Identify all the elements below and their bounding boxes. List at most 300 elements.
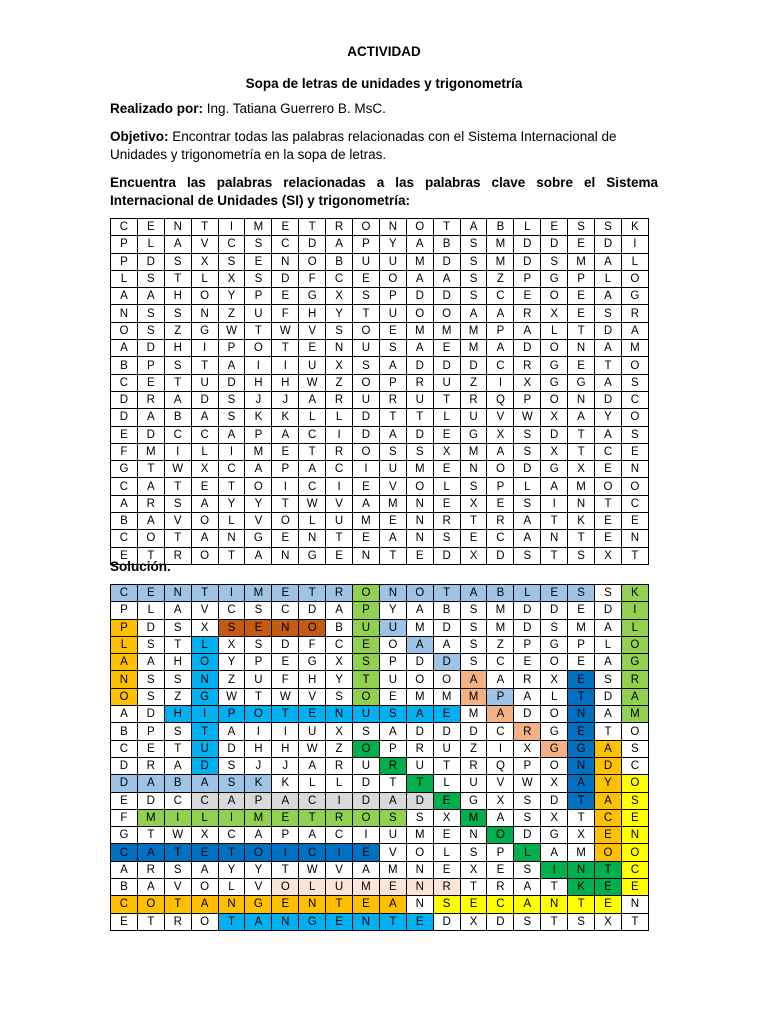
- grid-cell: B: [164, 775, 191, 792]
- grid-cell: A: [487, 809, 514, 826]
- grid-cell: G: [245, 896, 272, 913]
- grid-cell: I: [218, 443, 245, 460]
- grid-cell: M: [568, 478, 595, 495]
- grid-cell: A: [164, 602, 191, 619]
- grid-cell: I: [326, 426, 353, 443]
- grid-cell: D: [541, 426, 568, 443]
- grid-cell: A: [406, 636, 433, 653]
- grid-cell: S: [218, 757, 245, 774]
- grid-cell: D: [514, 827, 541, 844]
- grid-cell: A: [460, 671, 487, 688]
- grid-cell: M: [406, 688, 433, 705]
- grid-cell: O: [299, 253, 326, 270]
- grid-cell: V: [245, 879, 272, 896]
- grid-cell: U: [406, 757, 433, 774]
- grid-cell: O: [353, 809, 380, 826]
- grid-cell: K: [245, 409, 272, 426]
- grid-cell: E: [406, 913, 433, 930]
- grid-cell: E: [433, 706, 460, 723]
- grid-row: [111, 757, 649, 774]
- grid-cell: N: [299, 896, 326, 913]
- grid-cell: A: [245, 913, 272, 930]
- grid-cell: T: [406, 775, 433, 792]
- grid-cell: T: [595, 723, 622, 740]
- grid-cell: A: [111, 861, 138, 878]
- grid-cell: F: [111, 443, 138, 460]
- grid-cell: D: [595, 236, 622, 253]
- grid-cell: A: [460, 585, 487, 602]
- grid-cell: T: [541, 879, 568, 896]
- grid-cell: G: [299, 547, 326, 564]
- grid-cell: U: [245, 671, 272, 688]
- grid-cell: W: [218, 688, 245, 705]
- grid-cell: A: [621, 322, 648, 339]
- grid-cell: T: [191, 219, 218, 236]
- grid-cell: S: [541, 253, 568, 270]
- grid-row: [111, 322, 649, 339]
- grid-cell: P: [487, 688, 514, 705]
- grid-cell: U: [433, 740, 460, 757]
- grid-cell: O: [245, 844, 272, 861]
- grid-cell: E: [245, 253, 272, 270]
- grid-cell: G: [541, 461, 568, 478]
- grid-cell: S: [541, 619, 568, 636]
- grid-row: [111, 391, 649, 408]
- grid-cell: O: [621, 270, 648, 287]
- grid-cell: A: [353, 861, 380, 878]
- grid-cell: A: [406, 270, 433, 287]
- grid-cell: O: [541, 654, 568, 671]
- grid-cell: W: [514, 775, 541, 792]
- grid-cell: T: [568, 426, 595, 443]
- grid-cell: C: [111, 585, 138, 602]
- grid-cell: C: [111, 478, 138, 495]
- grid-cell: E: [245, 619, 272, 636]
- grid-cell: A: [245, 547, 272, 564]
- grid-cell: O: [541, 706, 568, 723]
- grid-cell: C: [191, 426, 218, 443]
- grid-cell: S: [514, 913, 541, 930]
- grid-row: [111, 809, 649, 826]
- grid-row: [111, 478, 649, 495]
- grid-cell: O: [595, 478, 622, 495]
- grid-cell: I: [326, 792, 353, 809]
- grid-cell: M: [379, 861, 406, 878]
- grid-cell: S: [460, 288, 487, 305]
- grid-cell: A: [487, 443, 514, 460]
- grid-cell: N: [272, 253, 299, 270]
- grid-cell: T: [541, 547, 568, 564]
- grid-cell: S: [568, 547, 595, 564]
- grid-cell: N: [406, 879, 433, 896]
- grid-cell: E: [568, 357, 595, 374]
- grid-cell: E: [299, 706, 326, 723]
- grid-cell: O: [406, 671, 433, 688]
- grid-cell: A: [514, 896, 541, 913]
- grid-cell: S: [218, 253, 245, 270]
- grid-cell: X: [326, 654, 353, 671]
- grid-cell: Y: [379, 236, 406, 253]
- grid-cell: X: [595, 547, 622, 564]
- grid-cell: V: [164, 879, 191, 896]
- grid-cell: P: [111, 619, 138, 636]
- grid-cell: E: [137, 374, 164, 391]
- grid-cell: O: [595, 844, 622, 861]
- grid-cell: X: [568, 461, 595, 478]
- grid-cell: M: [460, 688, 487, 705]
- grid-cell: F: [272, 671, 299, 688]
- grid-cell: S: [164, 357, 191, 374]
- grid-cell: Y: [218, 654, 245, 671]
- grid-cell: S: [164, 305, 191, 322]
- grid-cell: A: [406, 706, 433, 723]
- grid-cell: E: [191, 478, 218, 495]
- grid-cell: S: [353, 654, 380, 671]
- grid-cell: N: [111, 671, 138, 688]
- grid-cell: N: [191, 305, 218, 322]
- grid-cell: E: [487, 495, 514, 512]
- grid-cell: D: [406, 723, 433, 740]
- grid-cell: E: [568, 723, 595, 740]
- grid-cell: C: [111, 740, 138, 757]
- grid-cell: T: [379, 547, 406, 564]
- grid-cell: A: [595, 706, 622, 723]
- grid-cell: B: [111, 879, 138, 896]
- author-label: Realizado por:: [110, 101, 204, 116]
- grid-cell: D: [595, 391, 622, 408]
- grid-cell: S: [164, 723, 191, 740]
- grid-cell: E: [433, 340, 460, 357]
- grid-cell: S: [460, 270, 487, 287]
- grid-cell: L: [514, 585, 541, 602]
- grid-cell: A: [541, 844, 568, 861]
- grid-cell: V: [379, 478, 406, 495]
- grid-row: [111, 879, 649, 896]
- grid-cell: B: [433, 602, 460, 619]
- grid-cell: W: [299, 495, 326, 512]
- grid-cell: Z: [487, 270, 514, 287]
- grid-cell: F: [299, 270, 326, 287]
- grid-row: [111, 585, 649, 602]
- grid-cell: T: [137, 827, 164, 844]
- grid-cell: C: [621, 861, 648, 878]
- grid-cell: K: [621, 219, 648, 236]
- grid-cell: P: [137, 723, 164, 740]
- grid-cell: O: [137, 530, 164, 547]
- grid-cell: I: [487, 374, 514, 391]
- grid-cell: S: [460, 636, 487, 653]
- grid-cell: C: [487, 530, 514, 547]
- grid-cell: X: [191, 461, 218, 478]
- grid-cell: R: [487, 879, 514, 896]
- grid-cell: U: [299, 723, 326, 740]
- grid-cell: N: [621, 896, 648, 913]
- grid-cell: S: [433, 530, 460, 547]
- grid-cell: G: [460, 792, 487, 809]
- grid-row: [111, 740, 649, 757]
- grid-cell: A: [137, 409, 164, 426]
- grid-cell: T: [541, 513, 568, 530]
- grid-cell: Y: [218, 495, 245, 512]
- grid-cell: E: [541, 219, 568, 236]
- grid-cell: T: [218, 844, 245, 861]
- grid-row: [111, 219, 649, 236]
- grid-cell: W: [514, 409, 541, 426]
- grid-cell: K: [272, 775, 299, 792]
- grid-row: [111, 896, 649, 913]
- grid-cell: A: [595, 740, 622, 757]
- page-subtitle: Sopa de letras de unidades y trigonometría: [245, 76, 523, 91]
- grid-cell: I: [541, 495, 568, 512]
- grid-cell: S: [621, 792, 648, 809]
- grid-cell: E: [272, 896, 299, 913]
- grid-cell: A: [514, 322, 541, 339]
- grid-cell: C: [487, 288, 514, 305]
- grid-cell: D: [406, 426, 433, 443]
- grid-cell: A: [137, 879, 164, 896]
- grid-cell: T: [164, 270, 191, 287]
- grid-cell: P: [379, 654, 406, 671]
- grid-cell: I: [272, 723, 299, 740]
- grid-cell: G: [541, 636, 568, 653]
- grid-cell: T: [621, 913, 648, 930]
- grid-cell: A: [487, 340, 514, 357]
- grid-cell: N: [541, 896, 568, 913]
- grid-cell: D: [595, 322, 622, 339]
- solution-grid: [110, 584, 649, 931]
- grid-row: [111, 461, 649, 478]
- grid-cell: S: [379, 443, 406, 460]
- grid-cell: P: [514, 636, 541, 653]
- grid-cell: M: [621, 340, 648, 357]
- grid-cell: S: [353, 357, 380, 374]
- grid-cell: O: [353, 322, 380, 339]
- grid-cell: N: [379, 585, 406, 602]
- grid-cell: E: [514, 654, 541, 671]
- grid-cell: T: [460, 513, 487, 530]
- grid-row: [111, 792, 649, 809]
- grid-cell: D: [433, 288, 460, 305]
- grid-cell: U: [379, 253, 406, 270]
- grid-cell: X: [433, 443, 460, 460]
- grid-cell: D: [191, 391, 218, 408]
- grid-cell: S: [460, 478, 487, 495]
- grid-cell: H: [245, 740, 272, 757]
- grid-cell: V: [487, 775, 514, 792]
- grid-cell: M: [568, 619, 595, 636]
- grid-cell: D: [487, 547, 514, 564]
- grid-cell: P: [379, 288, 406, 305]
- grid-cell: A: [595, 253, 622, 270]
- grid-cell: D: [218, 740, 245, 757]
- grid-cell: T: [137, 547, 164, 564]
- grid-cell: N: [621, 461, 648, 478]
- grid-row: [111, 253, 649, 270]
- grid-cell: O: [353, 740, 380, 757]
- grid-cell: T: [460, 879, 487, 896]
- grid-cell: X: [460, 861, 487, 878]
- objective-label: Objetivo:: [110, 129, 169, 144]
- grid-cell: T: [595, 495, 622, 512]
- grid-cell: S: [379, 340, 406, 357]
- grid-cell: R: [621, 671, 648, 688]
- grid-cell: R: [514, 671, 541, 688]
- grid-cell: I: [326, 844, 353, 861]
- grid-cell: S: [595, 671, 622, 688]
- grid-cell: G: [111, 827, 138, 844]
- grid-cell: V: [379, 844, 406, 861]
- grid-cell: C: [487, 896, 514, 913]
- grid-cell: D: [433, 619, 460, 636]
- grid-cell: T: [541, 913, 568, 930]
- grid-cell: O: [191, 654, 218, 671]
- grid-cell: K: [245, 775, 272, 792]
- grid-cell: R: [406, 740, 433, 757]
- grid-cell: Z: [218, 305, 245, 322]
- solution-label: Solución.: [110, 559, 171, 574]
- author-line: [110, 100, 658, 118]
- grid-cell: E: [460, 896, 487, 913]
- grid-cell: D: [433, 654, 460, 671]
- grid-cell: W: [272, 688, 299, 705]
- grid-cell: E: [353, 844, 380, 861]
- grid-cell: X: [487, 426, 514, 443]
- grid-cell: P: [487, 322, 514, 339]
- grid-cell: S: [595, 585, 622, 602]
- grid-row: [111, 602, 649, 619]
- grid-cell: L: [433, 775, 460, 792]
- grid-cell: S: [379, 809, 406, 826]
- grid-cell: A: [164, 391, 191, 408]
- grid-cell: O: [487, 827, 514, 844]
- grid-cell: J: [272, 391, 299, 408]
- grid-cell: D: [595, 688, 622, 705]
- grid-cell: Z: [460, 740, 487, 757]
- grid-cell: I: [218, 809, 245, 826]
- grid-row: [111, 357, 649, 374]
- grid-cell: A: [218, 792, 245, 809]
- grid-cell: E: [272, 219, 299, 236]
- grid-cell: D: [353, 775, 380, 792]
- grid-cell: D: [514, 340, 541, 357]
- grid-cell: L: [137, 236, 164, 253]
- grid-cell: L: [218, 879, 245, 896]
- grid-cell: S: [137, 688, 164, 705]
- grid-cell: C: [299, 478, 326, 495]
- grid-cell: T: [353, 305, 380, 322]
- grid-cell: G: [541, 740, 568, 757]
- grid-cell: D: [353, 792, 380, 809]
- grid-cell: T: [406, 409, 433, 426]
- objective-text: Encontrar todas las palabras relacionadas con el Sistema Internacional de Unidades y trigonometría en la sopa de letras.: [110, 129, 617, 162]
- grid-cell: T: [433, 757, 460, 774]
- grid-cell: I: [326, 478, 353, 495]
- grid-cell: I: [272, 357, 299, 374]
- grid-cell: E: [568, 236, 595, 253]
- grid-cell: A: [541, 478, 568, 495]
- grid-cell: M: [137, 443, 164, 460]
- grid-cell: S: [218, 391, 245, 408]
- grid-cell: S: [595, 305, 622, 322]
- grid-cell: T: [218, 547, 245, 564]
- grid-cell: N: [164, 585, 191, 602]
- grid-cell: N: [218, 530, 245, 547]
- grid-cell: P: [245, 426, 272, 443]
- grid-cell: A: [218, 357, 245, 374]
- grid-cell: Y: [218, 288, 245, 305]
- grid-cell: A: [595, 792, 622, 809]
- grid-cell: O: [379, 270, 406, 287]
- grid-cell: O: [353, 688, 380, 705]
- grid-cell: A: [595, 619, 622, 636]
- grid-cell: D: [218, 374, 245, 391]
- grid-cell: L: [621, 253, 648, 270]
- grid-cell: M: [406, 827, 433, 844]
- grid-cell: X: [191, 827, 218, 844]
- grid-cell: U: [379, 461, 406, 478]
- grid-cell: T: [568, 896, 595, 913]
- grid-cell: N: [353, 547, 380, 564]
- grid-cell: E: [595, 827, 622, 844]
- grid-cell: M: [460, 809, 487, 826]
- grid-cell: D: [111, 757, 138, 774]
- grid-cell: V: [299, 322, 326, 339]
- grid-cell: C: [164, 426, 191, 443]
- grid-cell: L: [595, 636, 622, 653]
- grid-cell: C: [111, 896, 138, 913]
- grid-cell: L: [111, 636, 138, 653]
- grid-cell: R: [487, 513, 514, 530]
- grid-cell: D: [406, 288, 433, 305]
- grid-cell: K: [568, 879, 595, 896]
- grid-cell: L: [191, 636, 218, 653]
- grid-cell: U: [326, 513, 353, 530]
- grid-cell: S: [460, 602, 487, 619]
- grid-cell: I: [621, 236, 648, 253]
- grid-cell: O: [245, 706, 272, 723]
- grid-cell: E: [433, 495, 460, 512]
- grid-cell: T: [164, 740, 191, 757]
- grid-cell: A: [487, 305, 514, 322]
- grid-cell: C: [595, 443, 622, 460]
- grid-cell: R: [460, 757, 487, 774]
- grid-cell: E: [406, 547, 433, 564]
- grid-cell: U: [460, 409, 487, 426]
- grid-cell: A: [433, 270, 460, 287]
- grid-cell: G: [568, 740, 595, 757]
- grid-cell: L: [137, 602, 164, 619]
- grid-cell: A: [299, 461, 326, 478]
- grid-cell: M: [245, 809, 272, 826]
- grid-cell: X: [541, 443, 568, 460]
- grid-cell: D: [514, 236, 541, 253]
- grid-row: [111, 443, 649, 460]
- grid-cell: Z: [326, 374, 353, 391]
- grid-cell: W: [299, 374, 326, 391]
- grid-cell: M: [487, 619, 514, 636]
- grid-cell: C: [218, 236, 245, 253]
- grid-cell: A: [353, 495, 380, 512]
- grid-cell: T: [164, 478, 191, 495]
- grid-cell: C: [326, 461, 353, 478]
- grid-cell: T: [191, 357, 218, 374]
- grid-cell: N: [272, 619, 299, 636]
- grid-cell: T: [164, 374, 191, 391]
- grid-cell: N: [326, 340, 353, 357]
- grid-cell: E: [595, 513, 622, 530]
- grid-cell: S: [137, 270, 164, 287]
- grid-cell: R: [514, 305, 541, 322]
